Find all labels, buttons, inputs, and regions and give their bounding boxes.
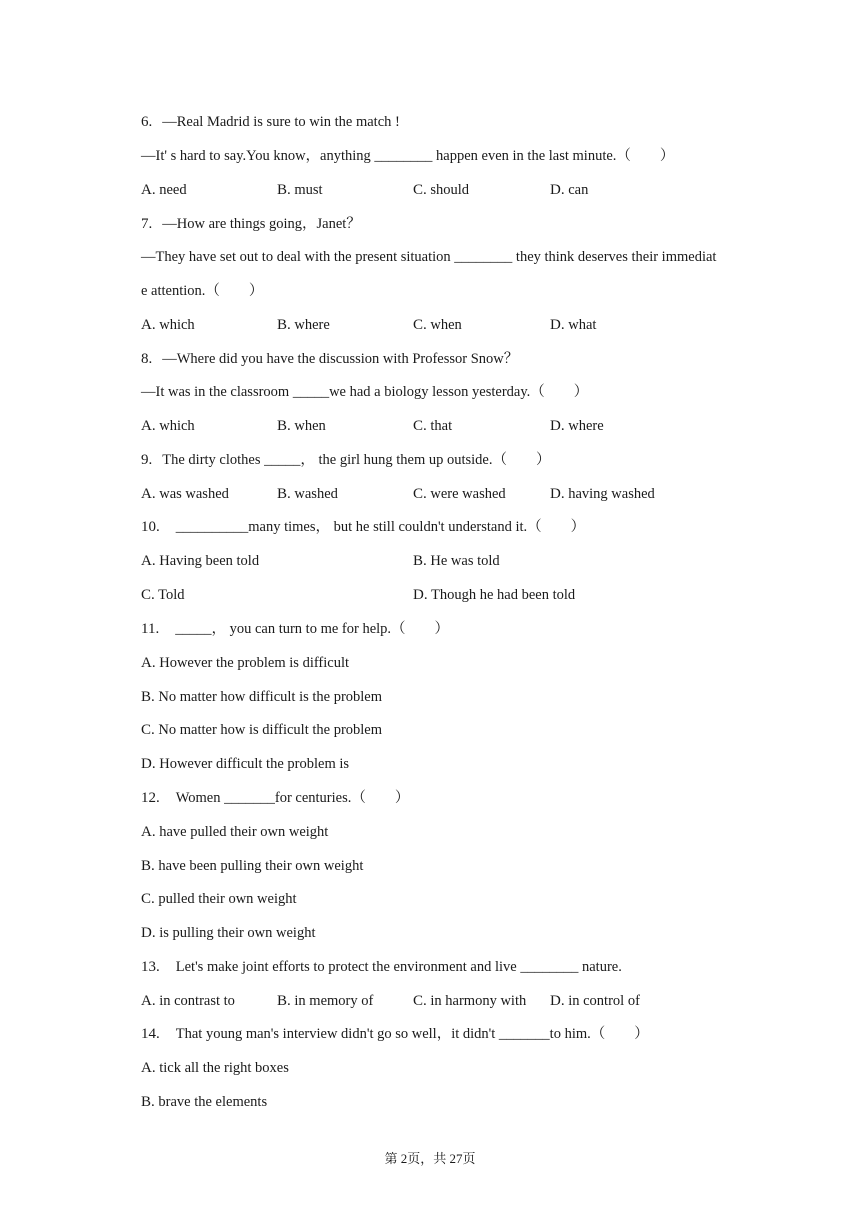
question-7-line: —They have set out to deal with the present situation ________ they think deserves their immediat xyxy=(141,249,717,265)
option-a: A. Having been told xyxy=(141,553,260,569)
question-13-stem: 13. Let's make joint efforts to protect the environment and live ________ nature. xyxy=(141,959,622,975)
option-c: C. Told xyxy=(141,587,185,603)
option-b: B. where xyxy=(277,317,330,333)
option-d: D. what xyxy=(550,317,597,333)
option-d: D. is pulling their own weight xyxy=(141,925,316,941)
question-number: 12. xyxy=(141,790,160,806)
question-number: 8. xyxy=(141,351,153,367)
option-d: D. in control of xyxy=(550,993,640,1009)
option-a: A. which xyxy=(141,418,195,434)
option-b: B. in memory of xyxy=(277,993,374,1009)
option-a: A. However the problem is difficult xyxy=(141,655,350,671)
option-d: D. having washed xyxy=(550,486,655,502)
question-8-line: —It was in the classroom _____we had a biology lesson yesterday.（ ） xyxy=(141,384,589,400)
option-a: A. need xyxy=(141,182,187,198)
question-10-stem: 10. __________many times， but he still couldn't understand it.（ ） xyxy=(141,519,586,535)
question-7-stem: 7. —How are things going，Janet？ xyxy=(141,216,361,232)
question-11-stem: 11. _____， you can turn to me for help.（ ） xyxy=(141,621,450,637)
question-9-stem: 9. The dirty clothes _____， the girl hung them up outside.（ ） xyxy=(141,452,551,468)
question-number: 7. xyxy=(141,216,153,232)
option-a: A. which xyxy=(141,317,195,333)
page-footer: 第 2页，共 27页 xyxy=(384,1151,476,1166)
option-c: C. were washed xyxy=(413,486,506,502)
option-b: B. He was told xyxy=(413,553,500,569)
option-d: D. can xyxy=(550,182,589,198)
option-b: B. brave the elements xyxy=(141,1094,268,1110)
option-b: B. must xyxy=(277,182,323,198)
question-number: 10. xyxy=(141,519,160,535)
option-b: B. when xyxy=(277,418,326,434)
question-6-stem: 6. —Real Madrid is sure to win the match ! xyxy=(141,114,400,130)
question-number: 14. xyxy=(141,1026,160,1042)
question-8-stem: 8. —Where did you have the discussion with Professor Snow？ xyxy=(141,351,519,367)
question-number: 11. xyxy=(141,621,160,637)
option-d: D. However difficult the problem is xyxy=(141,756,350,772)
option-a: A. in contrast to xyxy=(141,993,235,1009)
option-b: B. have been pulling their own weight xyxy=(141,858,364,874)
option-c: C. pulled their own weight xyxy=(141,891,297,907)
option-a: A. have pulled their own weight xyxy=(141,824,329,840)
question-number: 6. xyxy=(141,114,153,130)
option-b: B. No matter how difficult is the problem xyxy=(141,689,383,705)
question-7-line: e attention.（ ） xyxy=(141,283,264,299)
question-14-stem: 14. That young man's interview didn't go so well，it didn't _______to him.（ ） xyxy=(141,1026,649,1042)
question-number: 9. xyxy=(141,452,153,468)
option-a: A. was washed xyxy=(141,486,229,502)
option-a: A. tick all the right boxes xyxy=(141,1060,289,1076)
option-c: C. No matter how is difficult the problem xyxy=(141,722,383,738)
option-d: D. Though he had been told xyxy=(413,587,576,603)
question-number: 13. xyxy=(141,959,160,975)
option-c: C. that xyxy=(413,418,453,434)
question-12-stem: 12. Women _______for centuries.（ ） xyxy=(141,790,410,806)
option-c: C. in harmony with xyxy=(413,993,527,1009)
option-b: B. washed xyxy=(277,486,338,502)
option-c: C. should xyxy=(413,182,470,198)
option-d: D. where xyxy=(550,418,604,434)
option-c: C. when xyxy=(413,317,462,333)
question-6-line: —It' s hard to say.You know，anything ________ happen even in the last minute.（ ） xyxy=(141,148,675,164)
